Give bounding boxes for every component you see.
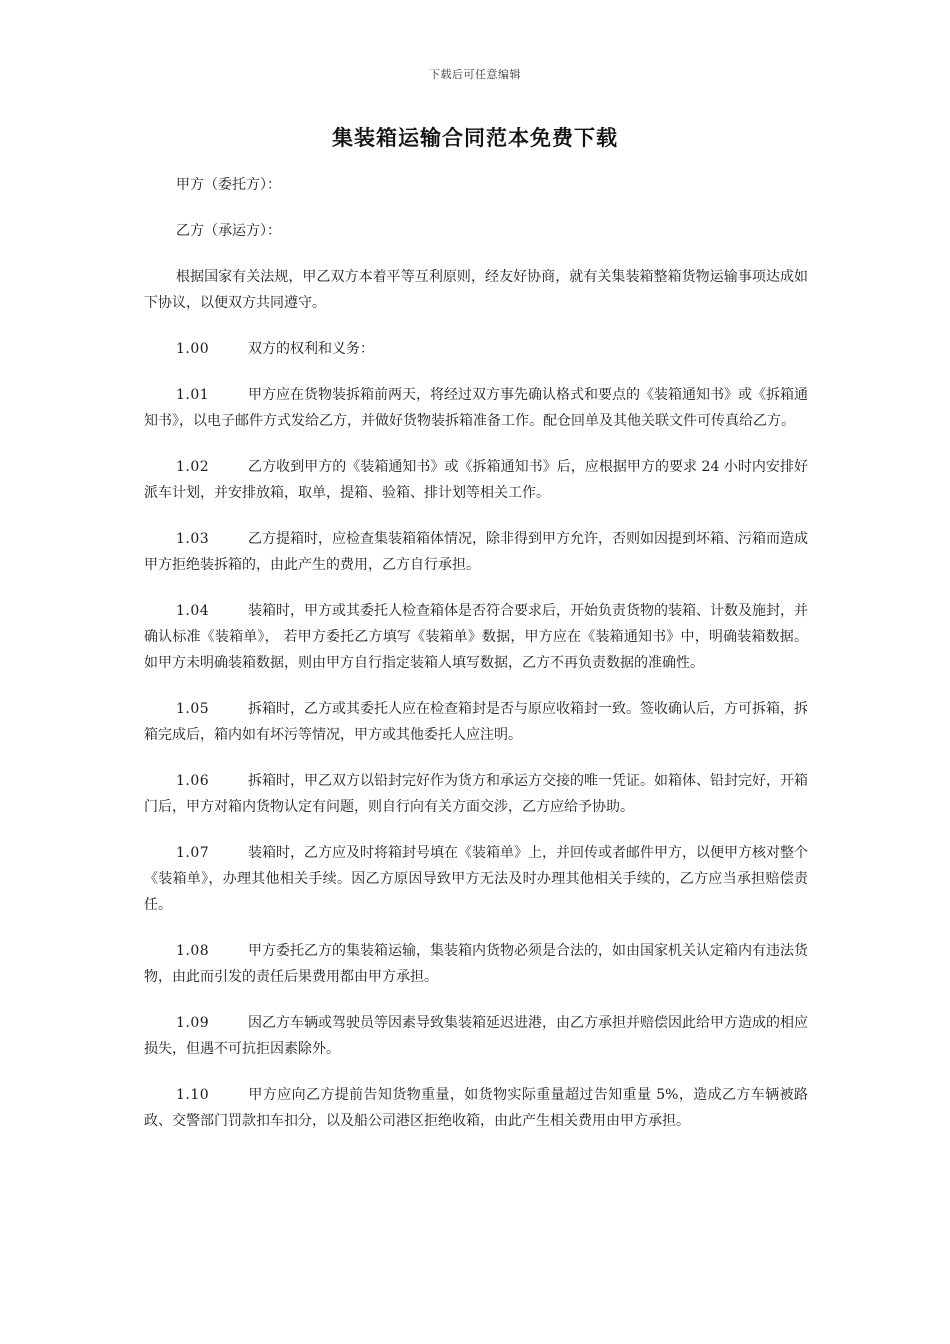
party-b-line: 乙方（承运方）：: [176, 223, 281, 239]
clause-paragraph: [144, 336, 808, 362]
clause-number: 1.06: [176, 773, 210, 789]
clause-number: 1.10: [176, 1087, 210, 1103]
clause-paragraph: [144, 598, 808, 676]
clause-number: 1.04: [176, 603, 210, 619]
intro-paragraph: 根据国家有关法规，甲乙双方本着平等互利原则，经友好协商，就有关集装箱整箱货物运输事项达成如下协议，以便双方共同遵守。: [144, 269, 808, 311]
clause-paragraph: [144, 938, 808, 990]
clause-text: 甲方委托乙方的集装箱运输，集装箱内货物必须是合法的，如由国家机关认定箱内有违法货物，由此而引发的责任后果费用都由甲方承担。: [144, 943, 808, 985]
clause-paragraph: [144, 768, 808, 820]
clause-text: 甲方应向乙方提前告知货物重量，如货物实际重量超过告知重量 5%，造成乙方车辆被路政、交警部门罚款扣车扣分，以及船公司港区拒绝收箱，由此产生相关费用由甲方承担。: [144, 1087, 808, 1129]
clause-paragraph: [144, 382, 808, 434]
clause-number: 1.02: [176, 459, 210, 475]
clause-paragraph: [144, 1010, 808, 1062]
clause-number: 1.05: [176, 701, 210, 717]
clause-text: 拆箱时，甲乙双方以铅封完好作为货方和承运方交接的唯一凭证。如箱体、铅封完好，开箱门后，甲方对箱内货物认定有问题，则自行向有关方面交涉，乙方应给予协助。: [144, 773, 808, 815]
clause-text: 乙方提箱时，应检查集装箱箱体情况，除非得到甲方允许，否则如因提到坏箱、污箱而造成甲方拒绝装拆箱的，由此产生的费用，乙方自行承担。: [144, 531, 808, 573]
clause-number: 1.08: [176, 943, 210, 959]
clause-paragraph: [144, 1082, 808, 1134]
clause-number: 1.00: [176, 341, 210, 357]
document-body: [144, 172, 808, 1154]
clause-text: 甲方应在货物装拆箱前两天，将经过双方事先确认格式和要点的《装箱通知书》或《拆箱通知书》，以电子邮件方式发给乙方，并做好货物装拆箱准备工作。配仓回单及其他关联文件可传真给乙方。: [144, 387, 808, 429]
clause-paragraph: [144, 454, 808, 506]
clause-text: 装箱时，乙方应及时将箱封号填在《装箱单》上，并回传或者邮件甲方，以便甲方核对整个《装箱单》，办理其他相关手续。因乙方原因导致甲方无法及时办理其他相关手续的，乙方应当承担赔偿责任。: [144, 845, 808, 913]
clause-number: 1.07: [176, 845, 210, 861]
clause-text: 双方的权利和义务：: [248, 341, 374, 357]
clause-paragraph: [144, 526, 808, 578]
document-title: 集装箱运输合同范本免费下载: [332, 125, 618, 150]
clause-number: 1.01: [176, 387, 210, 403]
clause-paragraph: [144, 840, 808, 918]
clause-paragraph: [144, 696, 808, 748]
clause-text: 因乙方车辆或驾驶员等因素导致集装箱延迟进港，由乙方承担并赔偿因此给甲方造成的相应损失，但遇不可抗拒因素除外。: [144, 1015, 808, 1057]
clause-text: 拆箱时，乙方或其委托人应在检查箱封是否与原应收箱封一致。签收确认后，方可拆箱，拆箱完成后，箱内如有坏污等情况，甲方或其他委托人应注明。: [144, 701, 808, 743]
header-note: 下载后可任意编辑: [429, 68, 521, 81]
clause-text: 装箱时，甲方或其委托人检查箱体是否符合要求后，开始负责货物的装箱、计数及施封，并确认标准《装箱单》， 若甲方委托乙方填写《装箱单》数据，甲方应在《装箱通知书》中，明确装箱数据。如甲方未明确装箱数据，则由甲方自行指定装箱人填写数据，乙方不再负责数据的准确性。: [144, 603, 808, 671]
clause-number: 1.03: [176, 531, 210, 547]
party-a-line: 甲方（委托方）：: [176, 177, 281, 193]
clause-text: 乙方收到甲方的《装箱通知书》或《拆箱通知书》后，应根据甲方的要求 24 小时内安排好派车计划，并安排放箱，取单，提箱、验箱、排计划等相关工作。: [144, 459, 808, 501]
clause-number: 1.09: [176, 1015, 210, 1031]
